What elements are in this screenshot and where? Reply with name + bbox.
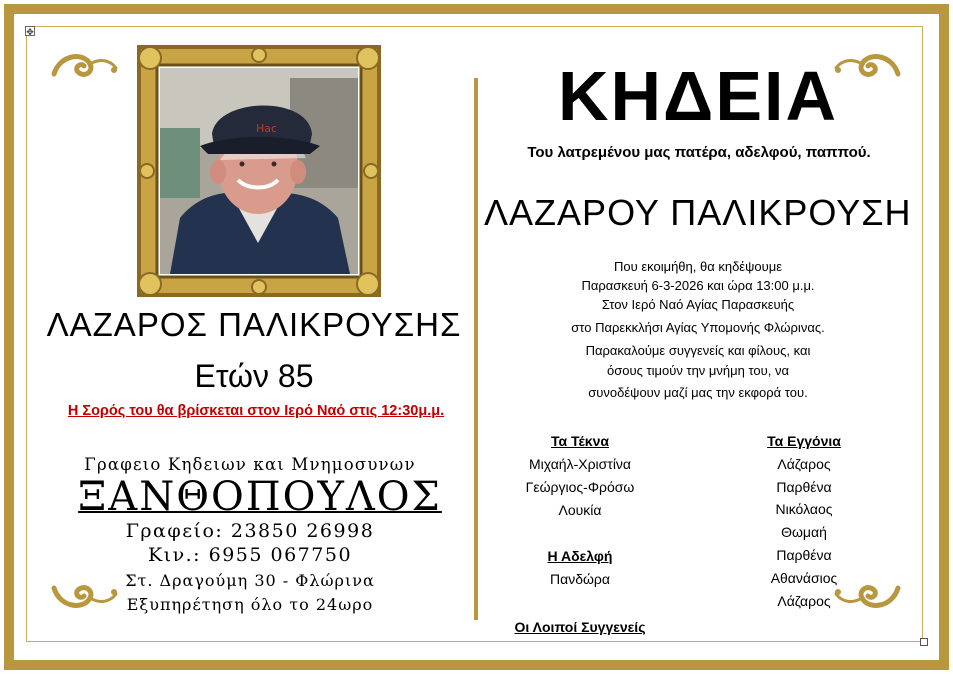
grandchildren-title: Τα Εγγόνια (767, 433, 841, 449)
funeral-office-mobile: Κιν.: 6955 067750 (147, 544, 353, 566)
grandchild-name: Αθανάσιος (770, 570, 838, 586)
cap-text: Hac (256, 122, 278, 135)
announcement-line: Παρασκευή 6-3-2026 και ώρα 13:00 μ.μ. (581, 278, 815, 293)
grandchild-name: Θωμαή (781, 524, 827, 540)
dedication: Του λατρεμένου μας πατέρα, αδελφού, παππού. (527, 144, 871, 161)
child-name: Λουκία (558, 502, 602, 518)
grandchild-name: Παρθένα (776, 547, 832, 563)
grandchild-name: Νικόλαος (775, 501, 833, 517)
grandchild-name: Λάζαρος (777, 456, 831, 472)
grandchild-name: Λάζαρος (777, 593, 831, 609)
deceased-name: ΛΑΖΑΡΟΣ ΠΑΛΙΚΡΟΥΣΗΣ (46, 306, 462, 343)
page-title: ΚΗΔΕΙΑ (557, 57, 839, 135)
funeral-office-address: Στ. Δραγούμη 30 - Φλώρινα (125, 571, 375, 590)
table-move-handle-icon[interactable]: ✥ (26, 27, 34, 37)
portrait-frame (136, 44, 382, 298)
sister-name: Πανδώρα (550, 571, 610, 587)
grandchild-name: Παρθένα (776, 479, 832, 495)
announcement-line: συνοδέψουν μαζί μας την εκφορά του. (588, 385, 808, 400)
funeral-office-service: Εξυπηρέτηση όλο το 24ωρο (126, 595, 374, 614)
announcement-line: όσους τιμούν την μνήμη του, να (607, 363, 789, 378)
funeral-office-name: ΞΑΝΘΟΠΟΥΛΟΣ (78, 474, 442, 520)
deceased-age: Ετών 85 (194, 358, 314, 394)
announcement-line: Παρακαλούμε συγγενείς και φίλους, και (585, 343, 811, 358)
funeral-office-title: Γραφειο Κηδειων και Μνημοσυνων (84, 455, 416, 474)
sister-title: Η Αδελφή (547, 548, 613, 564)
funeral-office-phone: Γραφείο: 23850 26998 (125, 520, 375, 542)
table-resize-handle-icon[interactable] (920, 638, 928, 646)
announcement-line: Που εκοιμήθη, θα κηδέψουμε (613, 259, 782, 274)
deceased-name-genitive: ΛΑΖΑΡΟΥ ΠΑΛΙΚΡΟΥΣΗ (484, 192, 912, 233)
child-name: Γεώργιος-Φρόσω (525, 479, 635, 495)
viewing-notice: Η Σορός του θα βρίσκεται στον Ιερό Ναό στις 12:30μ.μ. (67, 403, 445, 419)
column-divider (474, 78, 478, 620)
announcement-line: Στον Ιερό Ναό Αγίας Παρασκευής (601, 297, 795, 312)
ornament-swirl-icon (50, 48, 120, 82)
children-title: Τα Τέκνα (550, 433, 610, 449)
other-relatives: Οι Λοιποί Συγγενείς (514, 619, 646, 635)
child-name: Μιχαήλ-Χριστίνα (528, 456, 632, 472)
announcement-line: στο Παρεκκλήσι Αγίας Υπομονής Φλώρινας. (571, 320, 825, 335)
